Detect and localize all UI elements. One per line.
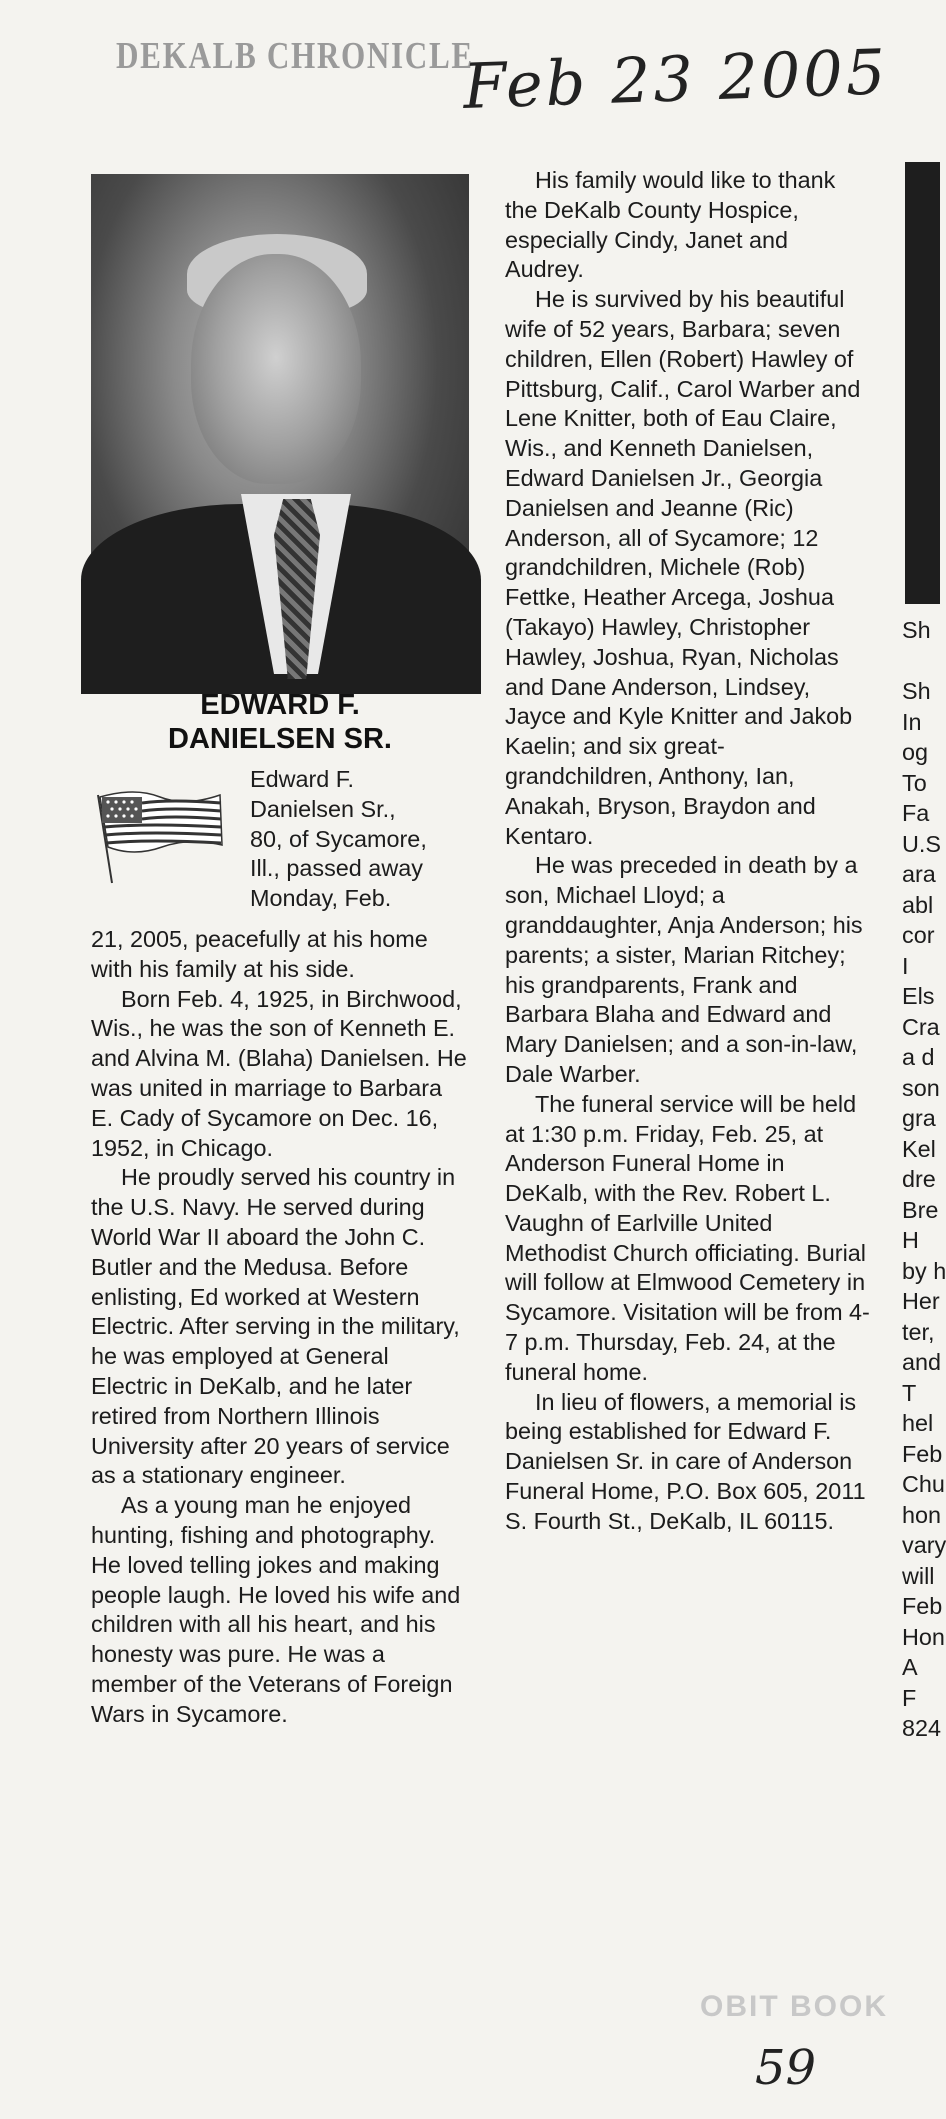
fragment-line: hon <box>902 1501 942 1528</box>
fragment-line: To <box>902 769 927 796</box>
fragment-line: Feb <box>902 1593 943 1619</box>
portrait-photo <box>91 174 469 674</box>
intro-line: Monday, Feb. <box>250 885 392 912</box>
obituary-column-1 <box>91 925 469 1730</box>
paragraph: As a young man he enjoyed hunting, fishing and photography. He loved telling jokes and making people laugh. He loved his wife and children with all his heart, and his honesty was pure. He was a member of the Veterans of Foreign Wars in Sycamore. <box>91 1492 461 1727</box>
fragment-line <box>902 646 940 677</box>
fragment-line: a d <box>902 1044 935 1070</box>
fragment-line: ara <box>902 861 936 887</box>
fragment-line: hel <box>902 1410 934 1436</box>
fragment-line: I <box>902 952 909 979</box>
fragment-line: Hon <box>902 1623 945 1650</box>
fragment-line: will <box>902 1562 935 1589</box>
fragment-line: Her <box>902 1288 940 1314</box>
fragment-line: vary <box>902 1532 946 1558</box>
fragment-line: 824 <box>902 1715 942 1741</box>
obituary-intro <box>250 765 465 914</box>
fragment-line: by h <box>902 1257 946 1284</box>
fragment-line: and <box>902 1349 942 1375</box>
fragment-line: ter, <box>902 1318 935 1345</box>
fragment-line: In <box>902 708 922 735</box>
paragraph: He proudly served his country in the U.S. Navy. He served during World War II aboard the John C. Butler and the Medusa. Before enlisting, Ed worked at Western Electric. After serving in the military, he was employed at General Electric in DeKalb, and he later retired from Northern Illinois University after 20 years of service as a stationary engineer. <box>91 1164 460 1489</box>
fragment-line: Sh <box>902 678 931 704</box>
fragment-line: gra <box>902 1105 936 1131</box>
fragment-line: Els <box>902 983 935 1009</box>
fragment-line: A <box>902 1654 918 1680</box>
handwritten-date: Feb 23 2005 <box>462 35 890 123</box>
paragraph: His family would like to thank the DeKalb County Hospice, especially Cindy, Janet and Audrey. <box>505 167 836 283</box>
obituary-headline <box>91 688 469 756</box>
intro-line: Danielsen Sr., <box>250 795 396 822</box>
fragment-line: Kel <box>902 1135 936 1162</box>
fragment-line: Cra <box>902 1013 940 1040</box>
intro-line: Edward F. <box>250 766 355 792</box>
paragraph: In lieu of flowers, a memorial is being established for Edward F. Danielsen Sr. in care of Anderson Funeral Home, P.O. Box 605, 2011 S. Fourth St., DeKalb, IL 60115. <box>505 1388 866 1534</box>
fragment-line: son <box>902 1074 940 1101</box>
paragraph: He was preceded in death by a son, Michael Lloyd; a granddaughter, Anja Anderson; his parents; a sister, Marian Ritchey; his grandparents, Frank and Barbara Blaha and Edward and Mary Danielsen; and a son-in-law, Dale Warber. <box>505 852 863 1087</box>
american-flag-icon <box>90 785 230 885</box>
masthead: DEKALB CHRONICLE <box>116 35 474 77</box>
fragment-line: Bre <box>902 1196 939 1223</box>
adjacent-column-fragment <box>902 615 946 1744</box>
fragment-line: og <box>902 739 929 765</box>
fragment-line: U.S <box>902 830 941 857</box>
paragraph: He is survived by his beautiful wife of 52 years, Barbara; seven children, Ellen (Robert) Hawley of Pittsburg, Calif., Carol Warber and Lene Knitter, both of Eau Claire, Wis., and Kenneth Danielsen, Edward Danielsen Jr., Georgia Danielsen and Jeanne (Ric) Anderson, all of Sycamore; 12 grandchildren, Michele (Rob) Fettke, Heather Arcega, Joshua (Takayo) Hawley, Christopher Hawley, Joshua, Ryan, Nicholas and Dane Anderson, Lindsey, Jayce and Kyle Knitter and Jakob Kaelin; and six great-grandchildren, Anthony, Ian, Anakah, Bryson, Braydon and Kentaro. <box>505 286 861 849</box>
fragment-line: cor <box>902 922 935 948</box>
fragment-line: T <box>902 1379 917 1406</box>
adjacent-photo-fragment <box>905 162 940 604</box>
fragment-line: Chu <box>902 1471 945 1497</box>
obit-book-stamp: OBIT BOOK <box>700 1990 888 2023</box>
paragraph: Born Feb. 4, 1925, in Birchwood, Wis., he was the son of Kenneth E. and Alvina M. (Blaha) Danielsen. He was united in marriage to Barbara E. Cady of Sycamore on Dec. 16, 1952, in Chicago. <box>91 985 467 1161</box>
paragraph: The funeral service will be held at 1:30 p.m. Friday, Feb. 25, at Anderson Funeral Home in DeKalb, with the Rev. Robert L. Vaughn of Earlville United Methodist Church officiating. Burial will follow at Elmwood Cemetery in Sycamore. Visitation will be from 4-7 p.m. Thursday, Feb. 24, at the funeral home. <box>505 1090 870 1385</box>
intro-line: Ill., passed away <box>250 855 423 882</box>
fragment-line: H <box>902 1227 919 1253</box>
fragment-line: dre <box>902 1166 936 1192</box>
intro-line: 80, of Sycamore, <box>250 825 427 852</box>
page-number: 59 <box>755 2040 817 2096</box>
fragment-line: Sh <box>902 617 931 643</box>
fragment-line: Feb <box>902 1440 943 1467</box>
fragment-line: abl <box>902 891 934 918</box>
fragment-line: Fa <box>902 800 930 826</box>
paragraph: 21, 2005, peacefully at his home with his family at his side. <box>91 926 428 982</box>
headline-line-2: DANIELSEN SR. <box>168 723 392 755</box>
headline-line-1: EDWARD F. <box>200 689 360 721</box>
fragment-line: F <box>902 1684 917 1711</box>
obituary-column-2 <box>505 166 870 1537</box>
